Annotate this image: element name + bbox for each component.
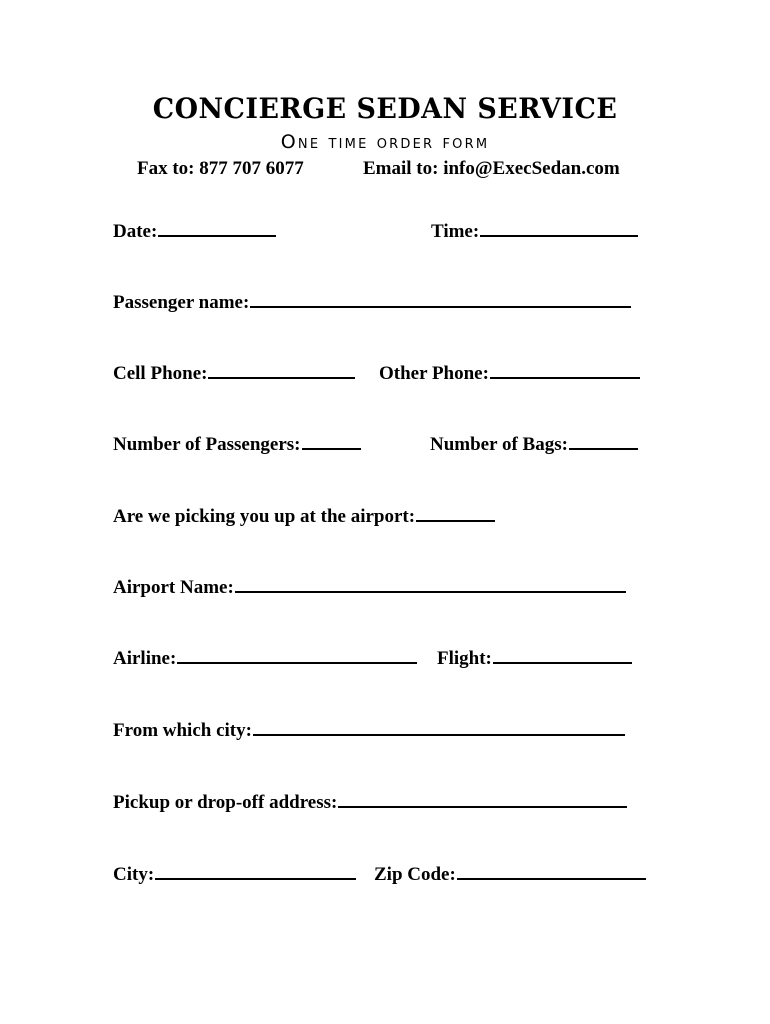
passenger-name-label: Passenger name:: [113, 292, 250, 313]
airport-pickup-field[interactable]: [113, 504, 495, 529]
fax-number: Fax to: 877 707 6077: [137, 158, 304, 179]
time-field[interactable]: [431, 219, 638, 244]
time-input-line[interactable]: [480, 219, 638, 237]
date-label: Date:: [113, 221, 158, 242]
airport-pickup-label: Are we picking you up at the airport:: [113, 506, 416, 527]
flight-label: Flight:: [437, 648, 492, 669]
zip-code-field[interactable]: [374, 862, 646, 887]
address-field[interactable]: [113, 790, 627, 815]
cell-phone-field[interactable]: [113, 361, 355, 386]
passenger-name-field[interactable]: [113, 290, 631, 315]
number-of-bags-input-line[interactable]: [569, 432, 638, 450]
airline-field[interactable]: [113, 646, 417, 671]
date-input-line[interactable]: [158, 219, 276, 237]
airport-pickup-input-line[interactable]: [416, 504, 495, 522]
from-city-label: From which city:: [113, 720, 252, 741]
cell-phone-input-line[interactable]: [208, 361, 355, 379]
passenger-name-input-line[interactable]: [250, 290, 631, 308]
city-label: City:: [113, 864, 155, 885]
other-phone-input-line[interactable]: [490, 361, 640, 379]
flight-input-line[interactable]: [493, 646, 632, 664]
airport-name-field[interactable]: [113, 575, 626, 600]
address-input-line[interactable]: [338, 790, 627, 808]
zip-code-label: Zip Code:: [374, 864, 456, 885]
airline-label: Airline:: [113, 648, 177, 669]
airport-name-label: Airport Name:: [113, 577, 234, 598]
other-phone-label: Other Phone:: [379, 363, 489, 384]
address-label: Pickup or drop-off address:: [113, 792, 338, 813]
cell-phone-label: Cell Phone:: [113, 363, 208, 384]
form-subtitle: One time order form: [280, 131, 490, 153]
from-city-field[interactable]: [113, 718, 625, 743]
number-of-passengers-field[interactable]: [113, 432, 361, 457]
form-title: CONCIERGE SEDAN SERVICE: [152, 92, 618, 125]
airport-name-input-line[interactable]: [235, 575, 626, 593]
number-of-bags-field[interactable]: [430, 432, 638, 457]
time-label: Time:: [431, 221, 480, 242]
airline-input-line[interactable]: [177, 646, 417, 664]
date-field[interactable]: [113, 219, 276, 244]
email-address: Email to: info@ExecSedan.com: [363, 158, 620, 179]
zip-code-input-line[interactable]: [457, 862, 646, 880]
number-of-passengers-input-line[interactable]: [302, 432, 361, 450]
number-of-bags-label: Number of Bags:: [430, 434, 568, 455]
city-input-line[interactable]: [155, 862, 356, 880]
number-of-passengers-label: Number of Passengers:: [113, 434, 301, 455]
from-city-input-line[interactable]: [253, 718, 625, 736]
other-phone-field[interactable]: [379, 361, 640, 386]
city-field[interactable]: [113, 862, 356, 887]
flight-field[interactable]: [437, 646, 632, 671]
